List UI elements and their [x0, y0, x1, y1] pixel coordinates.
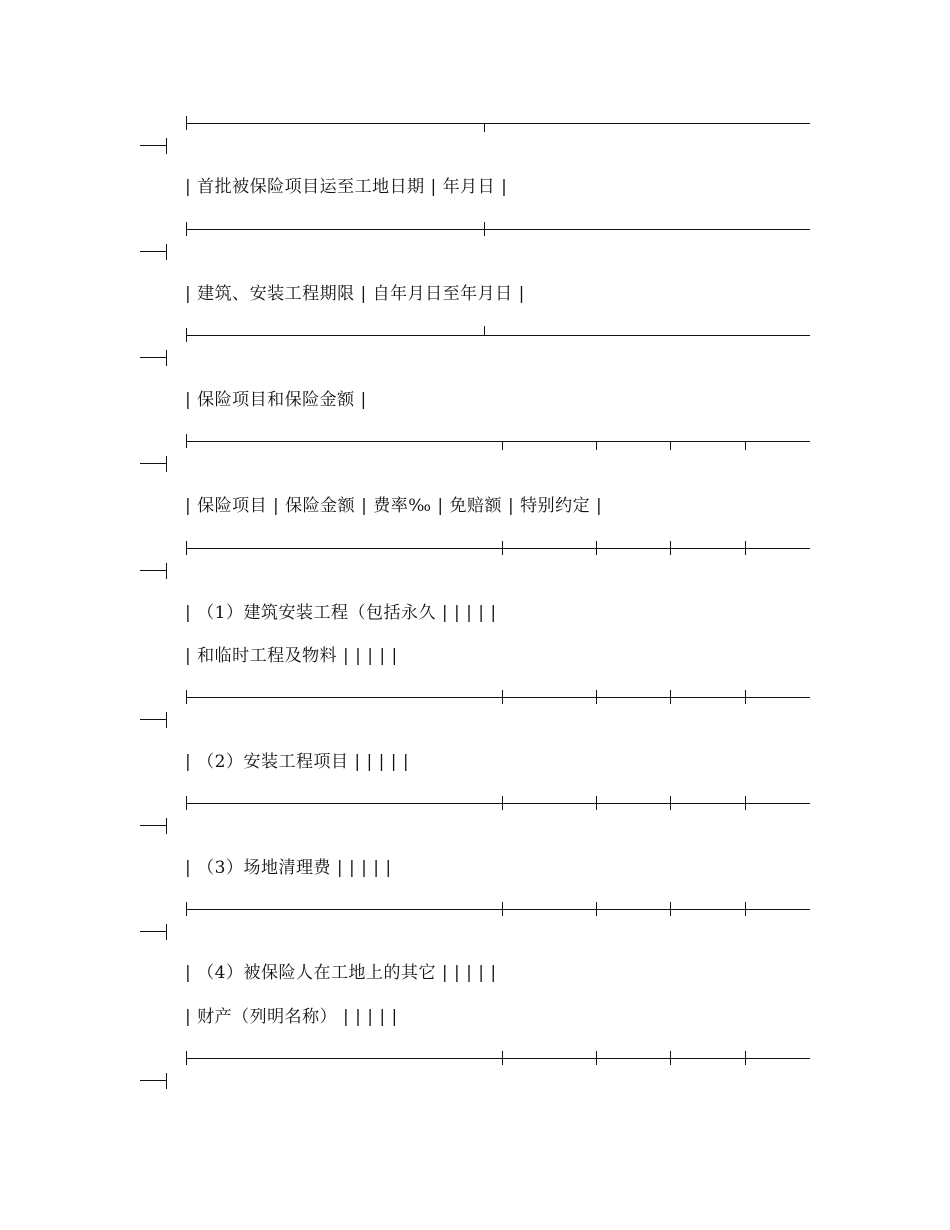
rule-column-tick: [745, 796, 746, 810]
rule-column-tick: [484, 326, 485, 335]
rule-column-tick: [502, 796, 503, 810]
table-rule: [186, 909, 810, 910]
table-row-item-3: | （3）场地清理费 | | | | |: [185, 858, 392, 878]
rule-tail: [140, 719, 166, 720]
table-rule: [186, 1058, 810, 1059]
rule-tail-tick: [166, 924, 167, 940]
table-row-item-4a: | （4）被保险人在工地上的其它 | | | | |: [185, 963, 497, 983]
rule-start-tick: [186, 116, 187, 130]
rule-start-tick: [186, 796, 187, 810]
rule-start-tick: [186, 1051, 187, 1065]
table-header-row: | 保险项目 | 保险金额 | 费率‰ | 免赔额 | 特别约定 |: [185, 496, 603, 516]
rule-column-tick: [745, 902, 746, 916]
rule-tail-tick: [166, 1073, 167, 1089]
rule-column-tick: [670, 441, 671, 450]
rule-tail: [140, 1080, 166, 1081]
rule-start-tick: [186, 222, 187, 236]
rule-tail: [140, 357, 166, 358]
rule-column-tick: [670, 1051, 671, 1065]
rule-column-tick: [502, 541, 503, 555]
rule-column-tick: [502, 902, 503, 916]
table-rule: [186, 229, 810, 230]
table-row-item-2: | （2）安装工程项目 | | | | |: [185, 752, 410, 772]
rule-tail: [140, 931, 166, 932]
rule-tail-tick: [166, 563, 167, 579]
rule-start-tick: [186, 541, 187, 555]
rule-start-tick: [186, 328, 187, 342]
rule-column-tick: [745, 1051, 746, 1065]
table-row-item-1b: | 和临时工程及物料 | | | | |: [185, 646, 398, 666]
table-rule: [186, 123, 810, 124]
rule-tail: [140, 251, 166, 252]
table-row-item-1a: | （1）建筑安装工程（包括永久 | | | | |: [185, 603, 497, 623]
table-row-construction-period: | 建筑、安装工程期限 | 自年月日至年月日 |: [185, 284, 525, 304]
rule-tail-tick: [166, 456, 167, 472]
rule-column-tick: [484, 123, 485, 132]
table-section-heading: | 保险项目和保险金额 |: [185, 390, 367, 410]
rule-column-tick: [596, 541, 597, 555]
rule-start-tick: [186, 434, 187, 448]
table-rule: [186, 548, 810, 549]
table-row-item-4b: | 财产（列明名称） | | | | |: [185, 1007, 398, 1027]
rule-tail: [140, 570, 166, 571]
rule-tail: [140, 145, 166, 146]
rule-tail-tick: [166, 818, 167, 834]
rule-tail-tick: [166, 350, 167, 366]
table-rule: [186, 803, 810, 804]
table-row-start-date: | 首批被保险项目运至工地日期 | 年月日 |: [185, 177, 508, 197]
rule-column-tick: [670, 690, 671, 704]
rule-column-tick: [596, 690, 597, 704]
rule-column-tick: [596, 441, 597, 450]
table-rule: [186, 441, 810, 442]
rule-tail-tick: [166, 244, 167, 260]
rule-start-tick: [186, 690, 187, 704]
rule-column-tick: [670, 541, 671, 555]
table-rule: [186, 697, 810, 698]
rule-column-tick: [596, 1051, 597, 1065]
rule-tail: [140, 463, 166, 464]
table-rule: [186, 335, 810, 336]
rule-column-tick: [670, 902, 671, 916]
rule-column-tick: [502, 690, 503, 704]
rule-column-tick: [745, 541, 746, 555]
rule-tail: [140, 825, 166, 826]
rule-column-tick: [484, 222, 485, 236]
rule-tail-tick: [166, 712, 167, 728]
rule-start-tick: [186, 902, 187, 916]
rule-tail-tick: [166, 138, 167, 154]
rule-column-tick: [596, 796, 597, 810]
rule-column-tick: [502, 441, 503, 450]
rule-column-tick: [745, 441, 746, 450]
rule-column-tick: [502, 1051, 503, 1065]
rule-column-tick: [745, 690, 746, 704]
rule-column-tick: [670, 796, 671, 810]
rule-column-tick: [596, 902, 597, 916]
